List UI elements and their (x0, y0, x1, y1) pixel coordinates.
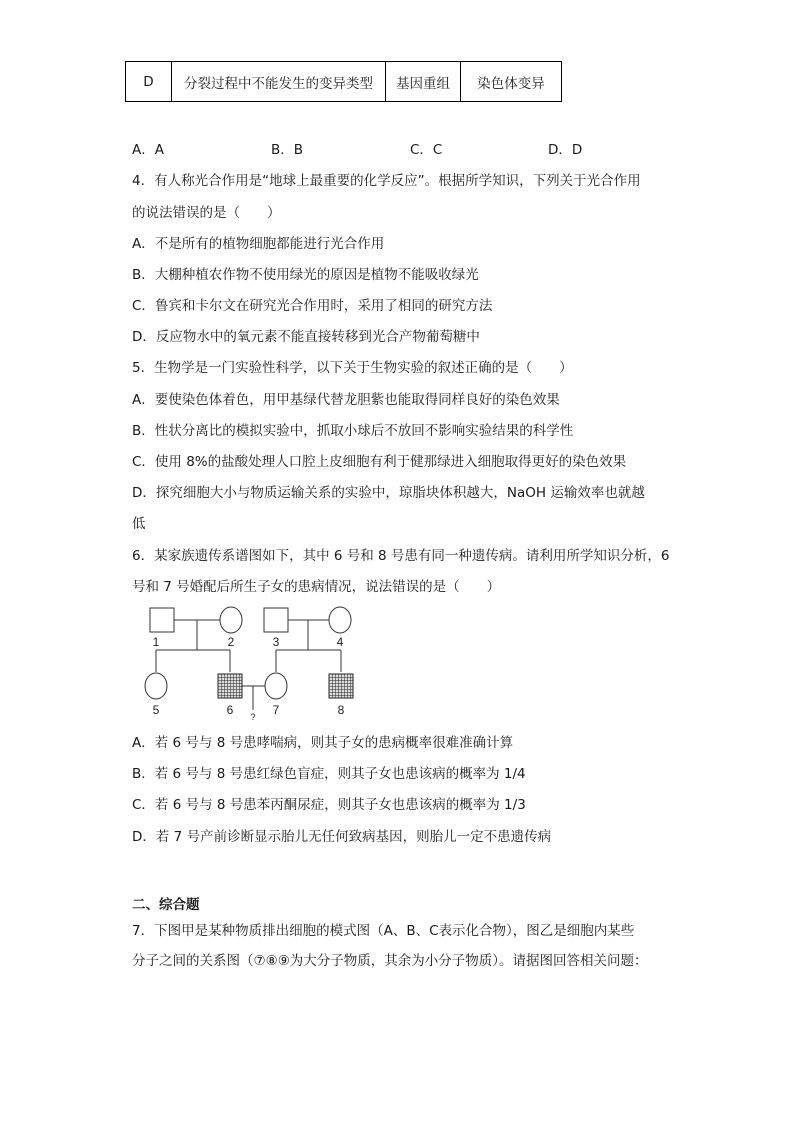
label-8: 8 (337, 703, 345, 717)
label-3: 3 (272, 635, 280, 649)
affected-male-8-symbol (329, 674, 353, 698)
female-2-symbol (220, 607, 242, 633)
option-d: D．D (548, 142, 583, 158)
option-b: B．B (271, 142, 304, 158)
female-7-symbol (265, 673, 287, 699)
question-stem: 7．下图甲是某种物质排出细胞的模式图（A、B、C表示化合物），图乙是细胞内某些 (132, 923, 635, 939)
question-stem: 4．有人称光合作用是“地球上最重要的化学反应”。根据所学知识，下列关于光合作用 (132, 173, 641, 189)
pedigree-diagram (140, 602, 380, 726)
male-1-symbol (150, 608, 174, 632)
female-4-symbol (329, 607, 351, 633)
label-2: 2 (227, 635, 235, 649)
female-5-symbol (145, 673, 167, 699)
affected-male-6-symbol (218, 674, 242, 698)
table-cell: 染色体变异 (461, 62, 562, 102)
option-a: A．不是所有的植物细胞都能进行光合作用 (132, 236, 385, 252)
option-c: C．C (410, 142, 443, 158)
label-unknown: ? (250, 712, 256, 722)
table-row (126, 62, 562, 102)
table-cell: D (126, 62, 172, 102)
label-7: 7 (272, 703, 280, 717)
option-d: D．反应物水中的氧元素不能直接转移到光合产物葡萄糖中 (132, 329, 480, 345)
option-a: A．要使染色体着色，用甲基绿代替龙胆紫也能取得同样良好的染色效果 (132, 392, 560, 408)
option-c: C．使用 8%的盐酸处理人口腔上皮细胞有利于健那绿进入细胞取得更好的染色效果 (132, 454, 627, 470)
section-title: 二、综合题 (132, 897, 200, 913)
table-cell: 基因重组 (386, 62, 461, 102)
option-b: B．大棚种植农作物不使用绿光的原因是植物不能吸收绿光 (132, 267, 479, 283)
label-6: 6 (226, 703, 234, 717)
option-c: C．若 6 号与 8 号患苯丙酮尿症，则其子女也患该病的概率为 1/3 (132, 797, 526, 813)
label-1: 1 (152, 635, 160, 649)
option-d-continued: 低 (132, 516, 146, 532)
question-stem: 的说法错误的是（ ） (132, 205, 281, 221)
option-a: A．A (132, 142, 164, 158)
question-stem: 5．生物学是一门实验性科学，以下关于生物实验的叙述正确的是（ ） (132, 360, 573, 376)
option-d: D．探究细胞大小与物质运输关系的实验中，琼脂块体积越大，NaOH 运输效率也就越 (132, 485, 645, 501)
option-c: C．鲁宾和卡尔文在研究光合作用时，采用了相同的研究方法 (132, 298, 493, 314)
question-stem: 6．某家族遗传系谱图如下，其中 6 号和 8 号患有同一种遗传病。请利用所学知识分析，6 (132, 548, 670, 564)
option-a: A．若 6 号与 8 号患哮喘病，则其子女的患病概率很难准确计算 (132, 735, 514, 751)
male-3-symbol (264, 608, 288, 632)
answer-table (125, 61, 562, 102)
option-d: D．若 7 号产前诊断显示胎儿无任何致病基因，则胎儿一定不患遗传病 (132, 829, 552, 845)
question-stem: 号和 7 号婚配后所生子女的患病情况，说法错误的是（ ） (132, 579, 501, 595)
option-b: B．性状分离比的模拟实验中，抓取小球后不放回不影响实验结果的科学性 (132, 423, 574, 439)
option-b: B．若 6 号与 8 号患红绿色盲症，则其子女也患该病的概率为 1/4 (132, 766, 526, 782)
label-5: 5 (152, 703, 160, 717)
question-stem: 分子之间的关系图（⑦⑧⑨为大分子物质，其余为小分子物质）。请据图回答相关问题： (132, 953, 648, 969)
table-cell: 分裂过程中不能发生的变异类型 (172, 62, 386, 102)
label-4: 4 (336, 635, 344, 649)
q3-options (132, 140, 732, 160)
